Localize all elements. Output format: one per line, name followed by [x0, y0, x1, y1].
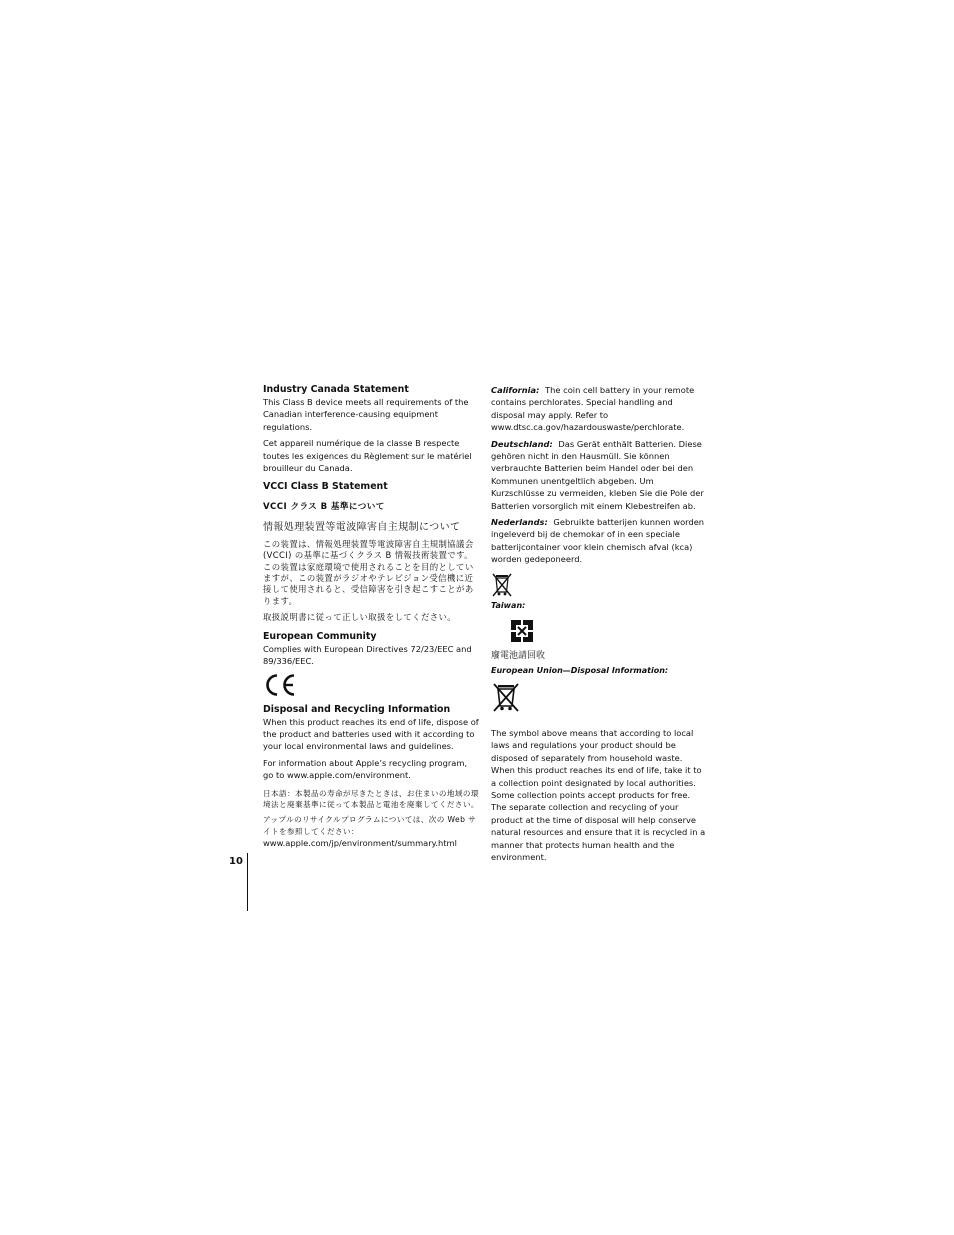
ce-mark-icon — [263, 672, 297, 698]
vcci-jp-title: 情報処理装置等電波障害自主規制について — [263, 521, 461, 533]
taiwan-chinese-text: 廢電池請回收 — [491, 651, 546, 662]
disposal-text: When this product reaches its end of life, dispose of the product and batteries used with it according to your local environmental laws and guidelines. — [263, 716, 479, 752]
industry-canada-heading: Industry Canada Statement — [263, 384, 409, 395]
california-label: California: — [491, 385, 540, 395]
eu-disposal-text: The symbol above means that according to local laws and regulations your product should be disposed of separately from household waste. When this product reaches its end of life, take it to a collection point designated by local authorities. Some collection points accept products for free. The separate collection and recycling of your product at the time of disposal will help conserve natural resources and ensure that it is recycled in a manner that protects human health and the environment. — [491, 727, 706, 862]
eu-disposal-label: European Union—Disposal Information: — [491, 665, 669, 675]
left-column — [263, 384, 479, 854]
industry-canada-french: Cet appareil numérique de la classe B respecte toutes les exigences du Règlement sur le matériel brouilleur du Canada. — [263, 438, 472, 474]
nederlands-text: Gebruikte batterijen kunnen worden ingeleverd bij de chemokar of in een speciale batterijcontainer voor klein chemisch afval (kca) worden gedeponeerd. — [491, 517, 705, 565]
page-number-rule — [247, 853, 248, 911]
taiwan-recycle-icon — [507, 616, 537, 646]
deutschland-paragraph — [491, 438, 707, 512]
nederlands-paragraph — [491, 516, 707, 566]
crossed-bin-small-icon — [491, 572, 513, 598]
vcci-heading: VCCI Class B Statement — [263, 481, 388, 493]
disposal-heading: Disposal and Recycling Information — [263, 703, 451, 715]
disposal-jp-text: 日本語：本製品の寿命が尽きたときは、お住まいの地域の環境法と廃棄基準に従って本製品と電池を廃棄してください。 — [263, 788, 479, 809]
deutschland-text: Das Gerät enthält Batterien. Diese gehören nicht in den Hausmüll. Sie können verbrauchte Batterien beim Handel oder bei den Kommunen unentgeltlich abgeben. Um Kurzschlüsse zu vermeiden, kleben Sie die Pole der Batterien vorsorglich mit einem Klebestreifen ab. — [491, 438, 704, 511]
california-text: The coin cell battery in your remote contains perchlorates. Special handling and disposal may apply. Refer to www.dtsc.ca.gov/hazardouswaste/perchlorate. — [491, 385, 695, 433]
european-community-heading: European Community — [263, 630, 377, 642]
california-paragraph — [491, 384, 707, 434]
page-number: 10 — [229, 856, 243, 867]
nederlands-label: Nederlands: — [491, 517, 548, 528]
crossed-bin-icon — [491, 681, 521, 713]
industry-canada-english: This Class B device meets all requirements of the Canadian interference-causing equipment regulations. — [263, 397, 469, 432]
vcci-jp-paragraph: この装置は、情報処理装置等電波障害自主規制協議会 (VCCI) の基準に基づくクラス B 情報技術装置です。この装置は家庭環境で使用されることを目的としていますが、この装置がラジオやテレビジョン受信機に近接して使用されると、受信障害を引き起こすことがあります。 — [263, 538, 474, 606]
recycling-jp-url[interactable]: www.apple.com/jp/environment/summary.html — [263, 838, 457, 849]
deutschland-label: Deutschland: — [491, 438, 553, 449]
vcci-jp-instruction: 取扱説明書に従って正しい取扱をしてください。 — [263, 612, 457, 623]
vcci-jp-heading: VCCI クラス B 基準について — [263, 502, 385, 513]
european-community-text: Complies with European Directives 72/23/EEC and 89/336/EEC. — [263, 643, 472, 667]
recycling-jp-text: アップルのリサイクルプログラムについては、次の Web サイトを参照してください： — [263, 815, 477, 836]
taiwan-label: Taiwan: — [491, 600, 526, 610]
recycling-program-text: For information about Apple’s recycling program, go to www.apple.com/environment. — [263, 757, 468, 781]
right-column — [491, 384, 707, 867]
